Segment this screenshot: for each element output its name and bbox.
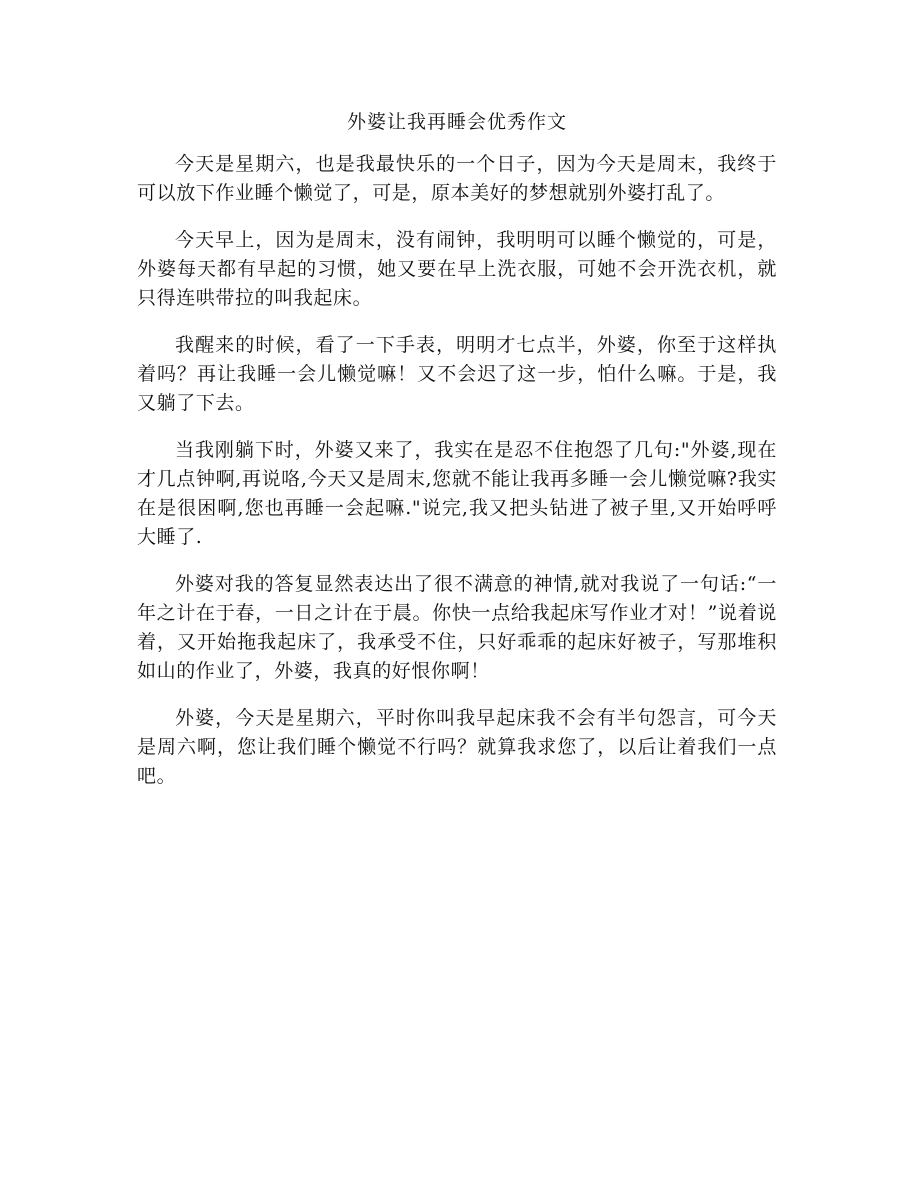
document-page bbox=[137, 108, 777, 809]
paragraph-5: 外婆对我的答复显然表达出了很不满意的神情,就对我说了一句话:“一年之计在于春，一日之计在于晨。你快一点给我起床写作业才对！”说着说着，又开始拖我起床了，我承受不住，只好乖乖的起床好被子，写那堆积如山的作业了，外婆，我真的好恨你啊！ bbox=[137, 573, 777, 682]
paragraph-1: 今天是星期六，也是我最快乐的一个日子，因为今天是周末，我终于可以放下作业睡个懒觉了，可是，原本美好的梦想就别外婆打乱了。 bbox=[137, 153, 777, 204]
paragraph-4: 当我刚躺下时，外婆又来了，我实在是忍不住抱怨了几句:"外婆,现在才几点钟啊,再说咯,今天又是周末,您就不能让我再多睡一会儿懒觉嘛?我实在是很困啊,您也再睡一会起嘛."说完,我又把头钻进了被子里,又开始呼呼大睡了. bbox=[137, 439, 777, 548]
paragraph-6: 外婆，今天是星期六，平时你叫我早起床我不会有半句怨言，可今天是周六啊，您让我们睡个懒觉不行吗？就算我求您了，以后让着我们一点吧。 bbox=[137, 707, 777, 787]
paragraph-3: 我醒来的时候，看了一下手表，明明才七点半，外婆，你至于这样执着吗？再让我睡一会儿懒觉嘛！又不会迟了这一步，怕什么嘛。于是，我又躺了下去。 bbox=[137, 334, 777, 414]
document-title: 外婆让我再睡会优秀作文 bbox=[346, 111, 567, 133]
paragraph-2: 今天早上，因为是周末，没有闹钟，我明明可以睡个懒觉的，可是，外婆每天都有早起的习惯，她又要在早上洗衣服，可她不会开洗衣机，就只得连哄带拉的叫我起床。 bbox=[137, 229, 777, 309]
